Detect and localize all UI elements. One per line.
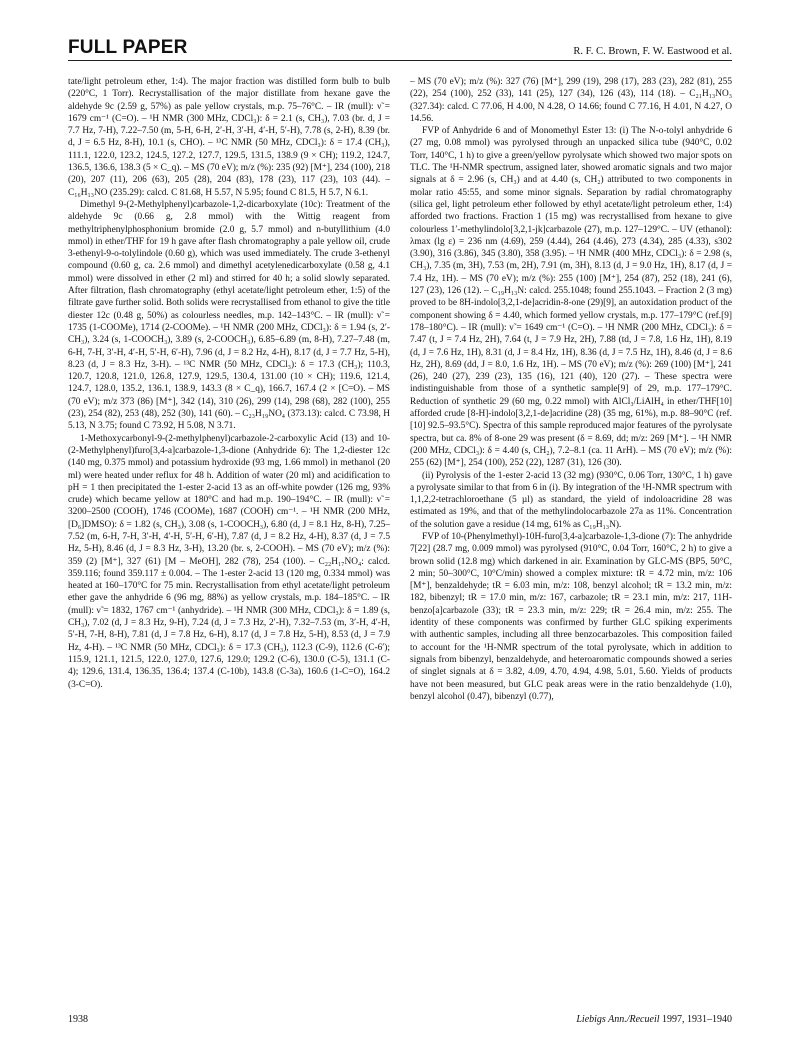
running-authors: R. F. C. Brown, F. W. Eastwood et al. xyxy=(573,46,732,57)
left-column xyxy=(68,76,390,1008)
paragraph: 1-Methoxycarbonyl-9-(2-methylphenyl)carbazole-2-carboxylic Acid (13) and 10-(2-Methylphenyl)furo[3,4-a]carbazole-1,3-dione (Anhydride 6): The 1,2-diester 12c (140 mg, 0.375 mmol) and potassium hydroxide (93 mg, 1.66 mmol) in methanol (20 ml) were heated under reflux for 48 h. Addition of water (20 ml) and acidification to pH = 1 then precipitated the 1-ester 2-acid 13 as an off-white powder (126 mg, 93% crude) which became yellow at 180°C and had m.p. 190–194°C. – IR (mull): ν̃ = 3200–2500 (COOH), 1746 (COOMe), 1687 (COOH) cm⁻¹. – ¹H NMR (200 MHz, [D₆]DMSO): δ = 1.82 (s, CH₃), 3.08 (s, 1-COOCH₃), 6.80 (d, J = 8.1 Hz, 8-H), 7.25–7.52 (m, 6-H, 7-H, 3′-H, 4′-H, 5′-H, 6′-H), 7.87 (d, J = 8.2 Hz, 4-H), 8.37 (d, J = 7.5 Hz, 5-H), 8.46 (d, J = 8.3 Hz, 3-H), 13.20 (br. s, 2-COOH). – MS (70 eV); m/z (%): 359 (2) [M⁺], 327 (61) [M – MeOH], 282 (78), 254 (100). – C₂₂H₁₇NO₄: calcd. 359.116; found 359.117 ± 0.004. – The 1-ester 2-acid 13 (120 mg, 0.334 mmol) was heated at 160–170°C for 75 min. Recrystallisation from ethyl acetate/light petroleum ether gave the anhydride 6 (96 mg, 88%) as yellow crystals, m.p. 184–185°C. – IR (mull): ν̃ = 1832, 1767 cm⁻¹ (anhydride). – ¹H NMR (300 MHz, CDCl₃): δ = 1.89 (s, CH₃), 7.02 (d, J = 8.3 Hz, 9-H), 7.24 (d, J = 7.3 Hz, 2′-H), 7.32–7.53 (m, 3′-H, 4′-H, 5′-H, 7-H, 8-H), 7.81 (d, J = 7.8 Hz, 6-H), 8.17 (d, J = 7.8 Hz, 5-H), 8.53 (d, J = 7.9 Hz, 4-H). – ¹³C NMR (50 MHz, CDCl₃): δ = 17.3 (CH₃), 112.3 (C-9), 112.6 (C-6′); 115.9, 121.1, 121.5, 122.0, 127.0, 127.6, 129.0; 129.2 (C-6), 130.0 (C-5), 131.1 (C-4); 129.6, 131.4, 136.35, 136.4; 137.4 (C-10b), 143.8 (C-3a), 160.6 (1-C=O), 164.2 (3-C=O). xyxy=(68,433,390,690)
paragraph: – MS (70 eV); m/z (%): 327 (76) [M⁺], 299 (19), 298 (17), 283 (23), 282 (81), 255 (22), 254 (100), 252 (33), 141 (25), 127 (34), 126 (43), 114 (18). – C₂₁H₁₃NO₃ (327.34): calcd. C 77.06, H 4.00, N 4.28, O 14.66; found C 77.16, H 4.01, N 4.27, O 14.56. xyxy=(410,77,732,124)
right-column xyxy=(410,76,732,1008)
section-title: FULL PAPER xyxy=(68,37,188,58)
journal-year-pages: 1997, 1931–1940 xyxy=(662,1014,732,1025)
paragraph: tate/light petroleum ether, 1:4). The major fraction was distilled form bulb to bulb (220°C, 1 Torr). Recrystallisation of the major distillate from hexane gave the aldehyde 9c (2.59 g, 57%) as pale yellow crystals, m.p. 75–76°C. – IR (mull): ν̃ = 1679 cm⁻¹ (C=O). – ¹H NMR (300 MHz, CDCl₃): δ = 2.1 (s, CH₃), 7.03 (br. d, J = 7.7 Hz, 7-H), 7.22–7.50 (m, 5-H, 6-H, 2′-H, 3′-H, 4′-H, 5′-H), 7.78 (s, 2-H), 8.39 (br. d, J = 6.5 Hz, 8-H), 10.1 (s, CHO). – ¹³C NMR (50 MHz, CDCl₃): δ = 17.4 (CH₃), 111.1, 122.0, 123.2, 124.5, 127.2, 127.7, 129.5, 131.5, 138.9 (9 × CH); 119.2, 124.7, 136.5, 136.6, 138.3 (5 × C_q). – MS (70 eV); m/z (%): 235 (92) [M⁺], 234 (100), 218 (20), 207 (11), 206 (63), 205 (28), 204 (83), 178 (23), 117 (23), 103 (44). – C₁₆H₁₃NO (235.29): calcd. C 81.68, H 5.57, N 5.95; found C 81.5, H 5.7, N 6.1. xyxy=(68,77,390,198)
paragraph: Dimethyl 9-(2-Methylphenyl)carbazole-1,2-dicarboxylate (10c): Treatment of the aldehyde 9c (0.66 g, 2.8 mmol) with the Wittig reagent from methyltriphenylphosphonium bromide (2.0 g, 5.7 mmol) and n-butyllithium (4.0 mmol) in ether/THF for 19 h gave after flash chromatography a pale yellow oil, crude 3-ethenyl-9-o-tolylindole (0.60 g), which was used immediately. The crude 3-ethenyl compound (0.60 g, ca. 2.6 mmol) and dimethyl acetylenedicarboxylate (0.58 g, 4.1 mmol) were dissolved in ether (2 ml) and stirred for 40 h; a solid slowly separated. After filtration, flash chromatography (ethyl acetate/light petroleum ether, 1:5) of the filtrate gave further solid. Both solids were recrystallised from ethanol to give the title diester 12c (0.48 g, 50%) as colourless needles, m.p. 142–143°C. – IR (mull): ν̃ = 1735 (1-COOMe), 1714 (2-COOMe). – ¹H NMR (200 MHz, CDCl₃): δ = 1.94 (s, 2′-CH₃), 3.24 (s, 1-COOCH₃), 3.89 (s, 2-COOCH₃), 6.85–6.89 (m, 8-H), 7.27–7.48 (m, 6-H, 7-H, 3′-H, 4′-H, 5′-H, 6′-H), 7.96 (d, J = 8.2 Hz, 4-H), 8.17 (d, J = 7.7 Hz, 5-H), 8.23 (d, J = 8.3 Hz, 3-H). – ¹³C NMR (50 MHz, CDCl₃): δ = 17.3 (CH₃); 110.3, 120.7, 120.8, 121.0, 126.8, 127.9, 129.5, 130.4, 131.00 (10 × CH); 119.6, 121.4, 124.7, 128.0, 135.2, 136.1, 138.9, 143.3 (8 × C_q), 166.7, 167.4 (2 × [C=O). – MS (70 eV); m/z 373 (86) [M⁺], 342 (14), 310 (26), 299 (14), 298 (68), 282 (100), 255 (23), 254 (82), 253 (48), 252 (30), 141 (60). – C₂₃H₁₉NO₄ (373.13): calcd. C 73.98, H 5.13, N 3.75; found C 73.92, H 5.08, N 3.71. xyxy=(68,199,390,432)
journal-citation xyxy=(576,1014,732,1025)
journal-name: Liebigs Ann./Recueil xyxy=(576,1014,660,1025)
paragraph: FVP of 10-(Phenylmethyl)-10H-furo[3,4-a]carbazole-1,3-dione (7): The anhydride 7[22] (28.7 mg, 0.009 mmol) was pyrolysed (910°C, 0.04 Torr, 160°C, 2 h) to give a brown solid (12.8 mg) which darkened in air. Examination by GLC-MS (BP5, 50°C, 2 min; 50–300°C, 10°C/min) showed a complex mixture: tR = 4.72 min, m/z: 106 [M⁺], benzaldehyde; tR = 6.03 min, m/z: 108, benzyl alcohol; tR = 13.2 min, m/z: 182, bibenzyl; tR = 17.0 min, m/z: 167, carbazole; tR = 23.1 min, m/z: 217, 11H-benzo[a]carbazole (33); tR = 23.3 min, m/z: 229; tR = 26.4 min, m/z: 255. The identity of these components was confirmed by further GLC spiking experiments with authentic samples, including all three benzocarbazoles. This composition failed to account for the ¹H-NMR spectrum of the total pyrolysate, which in addition to signals from bibenzyl, benzaldehyde, and heteroaromatic compounds showed a series of singlet signals at δ = 3.82, 4.09, 4.70, 4.94, 4.98, 5.01, 5.60. Yields of products have not been measured, but GLC peak areas were in the ratio benzaldehyde (1.0), benzyl alcohol (0.47), bibenzyl (0.77), xyxy=(410,531,732,702)
page-number: 1938 xyxy=(68,1014,88,1025)
paragraph: (ii) Pyrolysis of the 1-ester 2-acid 13 (32 mg) (930°C, 0.06 Torr, 130°C, 1 h) gave a pyrolysate similar to that from 6 in (i). By integration of the ¹H-NMR spectrum with 1,1,2,2-tetrachloroethane (5 µl) as standard, the yield of indoloacridine 28 was estimated as 19%, and that of the methylindolocarbazole 27a as 11%. Concentration of the solution gave a residue (14 mg, 61% as C₁₉H₁₃N). xyxy=(410,470,732,530)
page-header xyxy=(68,38,732,61)
paragraph: FVP of Anhydride 6 and of Monomethyl Ester 13: (i) The N-o-tolyl anhydride 6 (27 mg, 0.08 mmol) was pyrolysed through an unpacked silica tube (940°C, 0.02 Torr, 140°C, 1 h) to give a green/yellow pyrolysate which showed two major spots on TLC. The ¹H-NMR spectrum, assigned later, showed aromatic signals and two major signals at δ = 2.96 (s, CH₃) and at 4.40 (s, CH₂) attributed to two components in molar ratio 45:55, and some minor signals. Separation by radial chromatography (silica gel, light petroleum ether followed by ethyl acetate/light petroleum ether, 1:4) afforded two fractions. Fraction 1 (15 mg) was recrystallised from hexane to give colourless 1′-methylindolo[3,2,1-jk]carbazole (27), m.p. 127–129°C. – UV (ethanol): λmax (lg ε) = 236 nm (4.69), 259 (4.44), 264 (4.46), 273 (4.34), 285 (4.33), s302 (3.90), 316 (3.86), 345 (3.80), 358 (3.95). – ¹H NMR (400 MHz, CDCl₃): δ = 2.98 (s, CH₃), 7.35 (m, 3H), 7.53 (m, 2H), 7.91 (m, 3H), 8.13 (d, J = 9.0 Hz, 1H), 8.17 (d, J = 7.4 Hz, 1H). – MS (70 eV); m/z (%): 255 (100) [M⁺], 254 (87), 252 (18), 241 (6), 127 (23), 126 (12). – C₁₉H₁₃N: calcd. 255.1048; found 255.1043. – Fraction 2 (3 mg) proved to be 8H-indolo[3,2,1-de]acridin-8-one (29)[9], an autoxidation product of the component showing δ = 4.40, which formed yellow crystals, m.p. 177–179°C (ref.[9] 178–180°C). – IR (mull): ν̃ = 1649 cm⁻¹ (C=O). – ¹H NMR (200 MHz, CDCl₃): δ = 7.47 (t, J = 7.4 Hz, 2H), 7.64 (t, J = 7.9 Hz, 2H), 7.88 (td, J = 7.8, 1.6 Hz, 1H), 8.19 (d, J = 7.6 Hz, 1H), 8.31 (d, J = 8.4 Hz, 1H), 8.36 (d, J = 7.5 Hz, 1H), 8.46 (d, J = 8.6 Hz, 2H), 8.69 (dd, J = 8.0, 1.6 Hz, 1H). – MS (70 eV); m/z (%): 269 (100) [M⁺], 241 (26), 240 (27), 239 (23), 135 (16), 121 (40), 120 (27). – These spectra were indistinguishable from those of a synthetic sample[9] of 29, m.p. 177–179°C. Reduction of synthetic 29 (60 mg, 0.22 mmol) with AlCl₃/LiAlH₄ in ether/THF[10] afforded crude [8-H]-indolo[3,2,1-de]acridine (28) (35 mg, 61%), m.p. 88–90°C (ref.[10] 92.5–93.5°C). Spectra of this sample reproduced major features of the pyrolysate spectra, but ca. 8% of 8-one 29 was present (δ = 8.69, dd; m/z: 269 [M⁺]. – ¹H NMR (200 MHz, CDCl₃): δ = 4.40 (s, CH₂), 7.2–8.1 (ca. 11 ArH). – MS (70 eV); m/z (%): 255 (62) [M⁺], 254 (100), 252 (22), 1287 (31), 126 (30). xyxy=(410,126,732,469)
